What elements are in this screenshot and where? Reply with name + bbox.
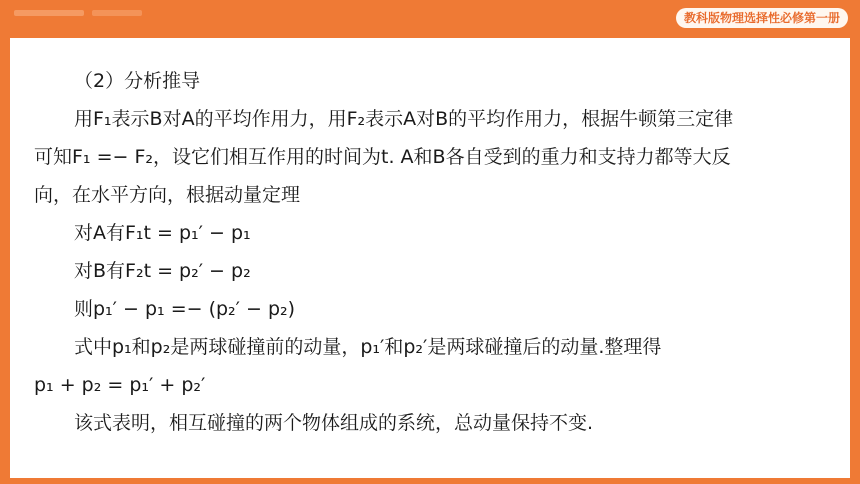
book-title-badge: 教科版物理选择性必修第一册: [676, 8, 848, 28]
paragraph-line: 用F₁表示B对A的平均作用力，用F₂表示A对B的平均作用力，根据牛顿第三定律: [74, 108, 734, 130]
equation-line-a: 对A有F₁t = p₁′ − p₁: [74, 222, 251, 244]
section-heading: （2）分析推导: [74, 70, 201, 92]
conclusion-line: 该式表明，相互碰撞的两个物体组成的系统，总动量保持不变.: [74, 412, 594, 434]
header-decoration: [14, 10, 84, 16]
paragraph-line: 式中p₁和p₂是两球碰撞前的动量，p₁′和p₂′是两球碰撞后的动量.整理得: [74, 336, 662, 358]
header-band: [0, 0, 860, 36]
content-card: [10, 38, 850, 478]
paragraph-line: 向，在水平方向，根据动量定理: [34, 184, 301, 206]
text-body: [34, 62, 830, 442]
paragraph-line: 可知F₁ =− F₂，设它们相互作用的时间为t. A和B各自受到的重力和支持力都等大反: [34, 146, 731, 168]
result-equation: p₁ + p₂ = p₁′ + p₂′: [34, 374, 206, 396]
equation-line-combined: 则p₁′ − p₁ =− (p₂′ − p₂): [74, 298, 296, 320]
header-decoration: [92, 10, 142, 16]
equation-line-b: 对B有F₂t = p₂′ − p₂: [74, 260, 251, 282]
